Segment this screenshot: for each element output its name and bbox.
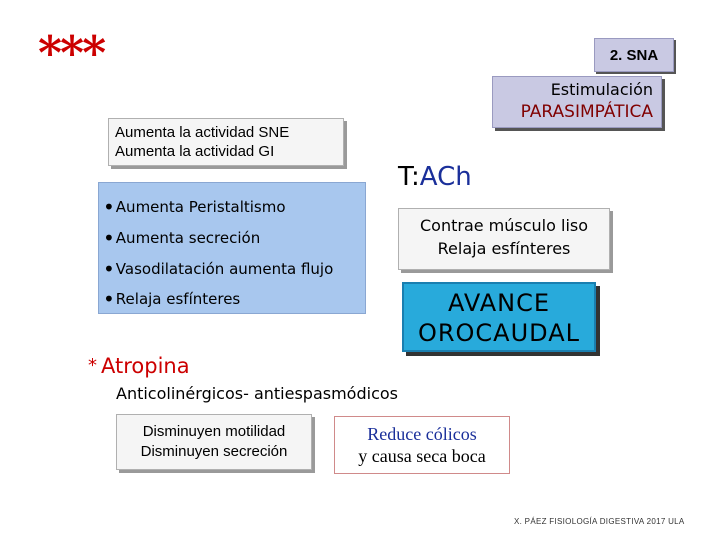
transmitter-prefix: T: — [398, 162, 420, 192]
decrease-box — [116, 414, 312, 470]
footer-credit: X. PÁEZ FISIOLOGÍA DIGESTIVA 2017 ULA — [514, 517, 685, 526]
section-badge: 2. SNA — [594, 38, 674, 72]
reduce-line1: Reduce cólicos — [367, 424, 477, 444]
stars-mark: *** — [38, 26, 105, 80]
activity-line1: Aumenta la actividad SNE — [115, 124, 290, 141]
bullet-icon: • — [103, 287, 115, 311]
effect-item — [103, 195, 286, 219]
bullet-icon: • — [103, 257, 115, 281]
reduce-box — [334, 416, 510, 474]
stimulation-box — [492, 76, 662, 128]
effect-item — [103, 287, 240, 311]
advance-line2: OROCAUDAL — [417, 319, 581, 347]
advance-line1: AVANCE — [447, 289, 551, 317]
decrease-line2: Disminuyen secreción — [140, 443, 288, 460]
effect-item-label: Relaja esfínteres — [115, 290, 241, 308]
effect-item-label: Aumenta secreción — [115, 229, 261, 247]
asterisk-icon: * — [88, 355, 97, 376]
atropine-subtitle: Anticolinérgicos- antiespasmódicos — [116, 384, 398, 403]
activity-line2: Aumenta la actividad GI — [115, 143, 275, 160]
stimulation-line2: PARASIMPÁTICA — [520, 102, 653, 122]
muscle-line1: Contrae músculo liso — [419, 216, 589, 235]
decrease-line1: Disminuyen motilidad — [142, 423, 286, 440]
effect-item-label: Vasodilatación aumenta flujo — [115, 260, 334, 278]
bullet-icon: • — [103, 195, 115, 219]
muscle-box — [398, 208, 610, 270]
atropine-heading — [88, 354, 190, 378]
transmitter-label — [398, 164, 472, 190]
effect-item — [103, 226, 260, 250]
transmitter-name: ACh — [419, 162, 472, 192]
effect-item-label: Aumenta Peristaltismo — [115, 198, 286, 216]
stimulation-line1: Estimulación — [550, 80, 653, 99]
reduce-line2: y causa seca boca — [358, 446, 486, 466]
advance-box — [402, 282, 596, 352]
effects-panel — [98, 182, 366, 314]
bullet-icon: • — [103, 226, 115, 250]
atropine-label: Atropina — [101, 354, 190, 378]
activity-box — [108, 118, 344, 166]
muscle-line2: Relaja esfínteres — [437, 239, 571, 258]
effect-item — [103, 257, 333, 281]
